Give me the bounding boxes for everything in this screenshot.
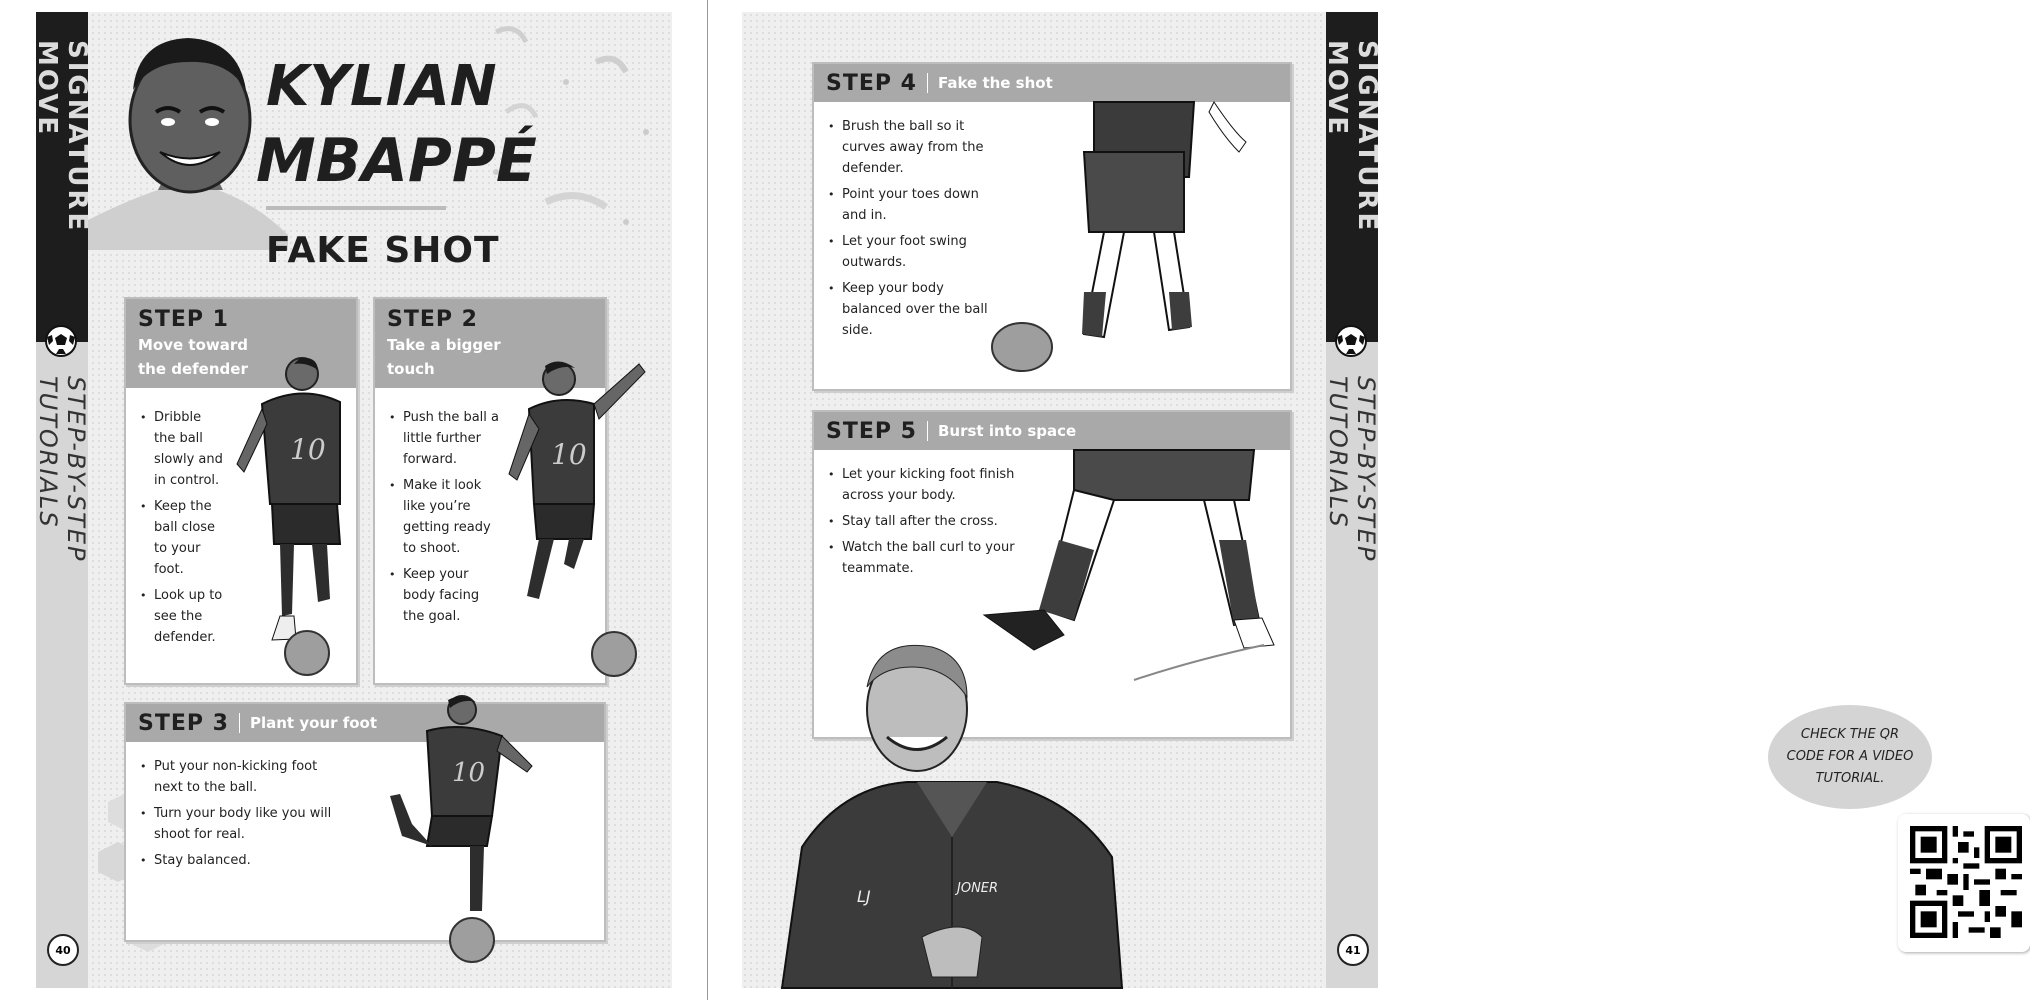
tip: • Dribble the ball slowly and in control. [140, 407, 224, 491]
coach-initials: LJ [857, 887, 871, 906]
ball-illustration [450, 918, 494, 962]
player-dribbling-illustration [222, 354, 356, 679]
ball-illustration [592, 632, 636, 676]
step-2-subtitle-line2: touch [387, 360, 435, 378]
ball-illustration [285, 631, 329, 675]
page-number: 41 [1337, 934, 1369, 966]
tip: • Make it look like you’re getting ready to shoot. [389, 475, 499, 559]
right-spine [1322, 12, 1382, 988]
spine-step-by-step: STEP-BY-STEP TUTORIALS [34, 376, 90, 563]
player-fake-shot-illustration [984, 102, 1284, 387]
player-name-line1: KYLIAN [266, 54, 497, 119]
jersey-number-step-3: 10 [452, 758, 486, 788]
soccer-ball-icon [1334, 324, 1368, 358]
player-plant-foot-illustration [382, 696, 542, 966]
tip: • Brush the ball so it curves away from the defender. [828, 116, 998, 179]
tip: • Turn your body like you will shoot for real. [140, 803, 340, 845]
coach-illustration [782, 637, 1142, 988]
ball-illustration [992, 323, 1052, 371]
spine-signature-move: SIGNATURE MOVE [32, 40, 92, 234]
left-spine [32, 12, 92, 988]
step-4-tips [828, 116, 998, 346]
soccer-ball-icon [44, 324, 78, 358]
page-number: 40 [47, 934, 79, 966]
step-4-subtitle: Fake the shot [937, 74, 1053, 92]
step-4-label: STEP 4 [826, 70, 917, 96]
spine-signature-move: SIGNATURE MOVE [1322, 40, 1382, 234]
step-1-label: STEP 1 [138, 307, 229, 332]
step-1-subtitle-line2: the defender [138, 360, 248, 378]
tip: • Watch the ball curl to your teammate. [828, 537, 1038, 579]
right-page [742, 12, 1914, 988]
tip: • Keep the ball close to your foot. [140, 496, 224, 580]
step-1-card [124, 297, 358, 685]
tip: • Stay tall after the cross. [828, 511, 1038, 532]
step-1-subtitle-line1: Move toward [138, 336, 248, 354]
step-5-subtitle: Burst into space [937, 422, 1077, 440]
step-3-card [124, 702, 606, 942]
player-name-line2: MBAPPÉ [256, 126, 537, 196]
step-2-label: STEP 2 [387, 307, 478, 332]
qr-code-icon [1910, 826, 2022, 938]
jersey-number-step-1: 10 [290, 433, 326, 466]
step-2-subtitle-line1: Take a bigger [387, 336, 501, 354]
step-2-card [373, 297, 607, 685]
tip: • Push the ball a little further forward. [389, 407, 499, 470]
tip: • Keep your body balanced over the ball side. [828, 278, 998, 341]
tip: • Let your foot swing outwards. [828, 231, 998, 273]
tip: • Point your toes down and in. [828, 184, 998, 226]
jersey-number-step-2: 10 [551, 438, 587, 471]
step-5-header [814, 412, 1290, 450]
step-4-header [814, 64, 1290, 102]
move-title: FAKE SHOT [266, 230, 500, 271]
tip: • Put your non-kicking foot next to the ball. [140, 756, 340, 798]
qr-code[interactable] [1898, 814, 2030, 952]
speech-bubble: CHECK THE QR CODE FOR A VIDEO TUTORIAL. [1768, 705, 1932, 809]
coach-name: JONER [957, 881, 999, 896]
step-4-card [812, 62, 1292, 391]
tip: • Keep your body facing the goal. [389, 564, 499, 627]
tip: • Stay balanced. [140, 850, 340, 871]
tip: • Let your kicking foot finish across your body. [828, 464, 1038, 506]
player-touch-illustration [499, 354, 649, 679]
left-page [32, 12, 672, 988]
step-5-label: STEP 5 [826, 418, 917, 444]
spine-step-by-step: STEP-BY-STEP TUTORIALS [1324, 376, 1380, 563]
step-2-tips [389, 407, 499, 632]
step-3-label: STEP 3 [138, 710, 229, 736]
step-3-tips [140, 756, 340, 876]
step-3-subtitle: Plant your foot [249, 714, 378, 732]
step-1-tips [140, 407, 224, 653]
tip: • Look up to see the defender. [140, 585, 224, 648]
